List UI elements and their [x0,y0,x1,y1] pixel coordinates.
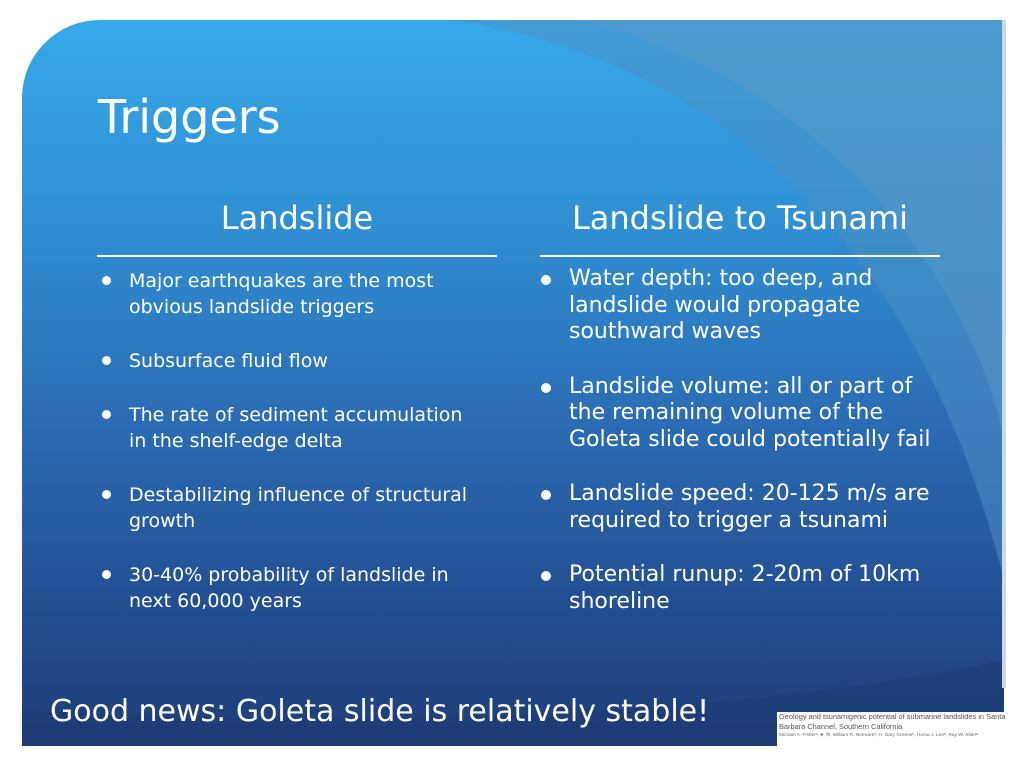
bullet-text: The rate of sediment accumulation in the shelf-edge delta [129,404,463,452]
citation-authors: Michael A. Fisherᵃ, ♣, ✉, William R. Normarkᵃ, H. Gary Greeneᵇ, Homa J. Leeᵃ, Ray W. Sliterᵃ [779,733,978,738]
bullet-dot-icon [102,276,111,285]
bullet-text: Potential runup: 2-20m of 10km shoreline [569,562,921,614]
bullet-text: Water depth: too deep, and landslide would propagate southward waves [569,266,873,344]
bullet-text: Landslide speed: 20-125 m/s are required to trigger a tsunami [569,481,930,533]
bullet-text: Major earthquakes are the most obvious landslide triggers [129,270,434,318]
list-item [98,402,483,454]
column-heading-landslide: Landslide [220,199,374,237]
citation-clipping [777,712,1024,750]
column-divider-right [540,255,940,257]
bullet-dot-icon [102,490,111,499]
landslide-bullet-list [98,268,483,642]
tsunami-bullet-list [538,266,933,643]
bullet-dot-icon [541,571,551,581]
list-item [538,562,933,615]
list-item [98,268,483,320]
list-item [538,266,933,346]
bullet-text: Landslide volume: all or part of the remaining volume of the Goleta slide could potentially fail [569,373,931,452]
slide-title: Triggers [98,90,281,144]
panel-edge-divider [1002,20,1006,688]
bullet-text: 30-40% probability of landslide in next 60,000 years [129,564,449,612]
column-divider-left [97,255,497,257]
column-heading-landslide-to-tsunami: Landslide to Tsunami [571,199,909,237]
list-item [98,348,483,374]
list-item [538,481,933,534]
list-item [98,562,483,614]
bullet-text: Destabilizing influence of structural growth [129,484,468,532]
citation-title: Geology and tsunamigenic potential of submarine landslides in Santa Barbara Channel, Southern California [779,712,1006,731]
bullet-dot-icon [102,356,111,365]
list-item [98,482,483,534]
bullet-dot-icon [541,490,551,500]
bullet-text: Subsurface fluid flow [129,350,328,372]
bullet-dot-icon [541,275,551,285]
conclusion-text: Good news: Goleta slide is relatively stable! [50,694,710,729]
bullet-dot-icon [102,570,111,579]
bullet-dot-icon [541,383,551,393]
bullet-dot-icon [102,410,111,419]
list-item [538,374,933,454]
